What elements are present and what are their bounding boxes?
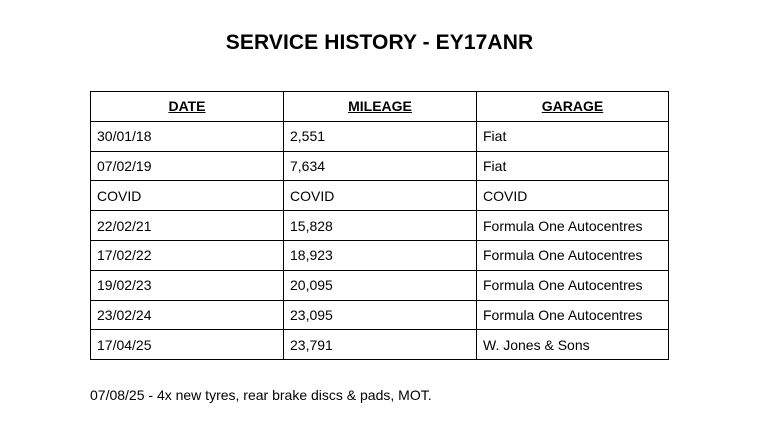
- date-cell: 23/02/24: [91, 300, 284, 330]
- column-header-mileage: MILEAGE: [284, 92, 477, 122]
- garage-cell: Formula One Autocentres: [477, 300, 669, 330]
- date-cell: 17/02/22: [91, 240, 284, 270]
- column-header-date: DATE: [91, 92, 284, 122]
- mileage-cell: 23,095: [284, 300, 477, 330]
- service-note: 07/08/25 - 4x new tyres, rear brake discs & pads, MOT.: [90, 387, 432, 403]
- page-title: SERVICE HISTORY - EY17ANR: [225, 31, 534, 54]
- date-cell: 19/02/23: [91, 270, 284, 300]
- table-row: [91, 330, 669, 360]
- table-row: [91, 300, 669, 330]
- table-row: [91, 181, 669, 211]
- mileage-cell: 18,923: [284, 240, 477, 270]
- garage-cell: Fiat: [477, 121, 669, 151]
- table-row: [91, 270, 669, 300]
- date-cell: 07/02/19: [91, 151, 284, 181]
- garage-cell: COVID: [477, 181, 669, 211]
- mileage-cell: 7,634: [284, 151, 477, 181]
- garage-cell: Formula One Autocentres: [477, 240, 669, 270]
- mileage-cell: 20,095: [284, 270, 477, 300]
- table-row: [91, 151, 669, 181]
- mileage-cell: 2,551: [284, 121, 477, 151]
- table-header-row: [91, 92, 669, 122]
- date-cell: 17/04/25: [91, 330, 284, 360]
- service-history-table: [90, 91, 669, 360]
- mileage-cell: 23,791: [284, 330, 477, 360]
- column-header-garage: GARAGE: [477, 92, 669, 122]
- table-row: [91, 240, 669, 270]
- garage-cell: W. Jones & Sons: [477, 330, 669, 360]
- garage-cell: Formula One Autocentres: [477, 270, 669, 300]
- date-cell: 22/02/21: [91, 211, 284, 241]
- mileage-cell: 15,828: [284, 211, 477, 241]
- garage-cell: Formula One Autocentres: [477, 211, 669, 241]
- garage-cell: Fiat: [477, 151, 669, 181]
- mileage-cell: COVID: [284, 181, 477, 211]
- date-cell: COVID: [91, 181, 284, 211]
- date-cell: 30/01/18: [91, 121, 284, 151]
- table-row: [91, 211, 669, 241]
- table-row: [91, 121, 669, 151]
